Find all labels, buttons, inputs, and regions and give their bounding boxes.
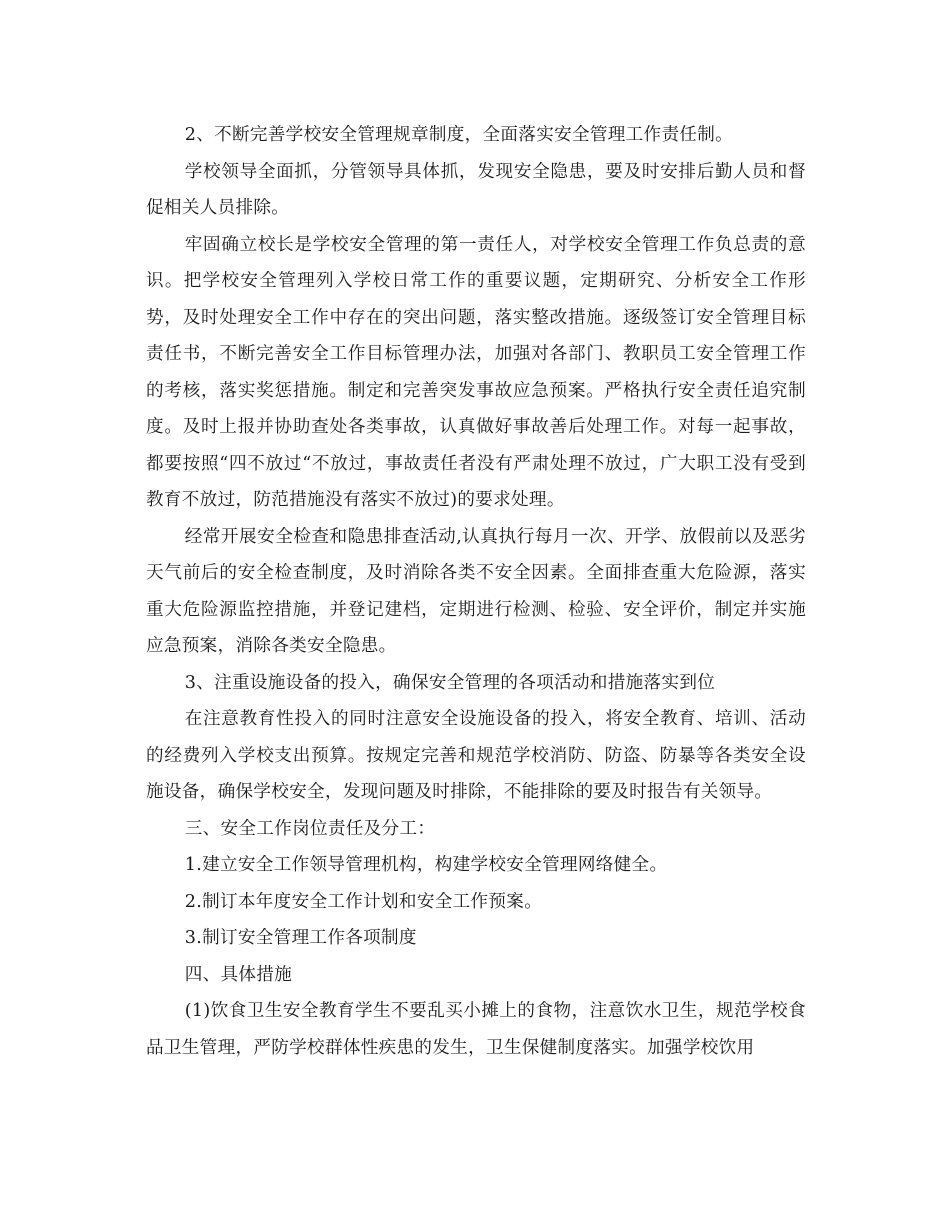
heading-section-three: 三、安全工作岗位责任及分工： bbox=[184, 818, 436, 839]
list-item-3: 3.制订安全管理工作各项制度 bbox=[184, 928, 417, 948]
paragraph-section-2-heading: 2、不断完善学校安全管理规章制度，全面落实安全管理工作责任制。 bbox=[184, 125, 734, 145]
list-item-1: 1.建立安全工作领导管理机构，构建学校安全管理网络健全。 bbox=[184, 855, 668, 875]
paragraph-equipment-investment: 在注意教育性投入的同时注意安全设施设备的投入，将安全教育、培训、活动的经费列入学校支出预算。按规定完善和规范学校消防、防盗、防暴等各类安全设施设备，确保学校安全，发现问题及时排除，不能排除的要及时报告有关领导。 bbox=[146, 709, 806, 802]
list-item-2: 2.制订本年度安全工作计划和安全工作预案。 bbox=[184, 891, 543, 912]
heading-section-four: 四、具体措施 bbox=[184, 964, 293, 985]
paragraph-food-safety: (1)饮食卫生安全教育学生不要乱买小摊上的食物，注意饮水卫生，规范学校食品卫生管理，严防学校群体性疾患的发生，卫生保健制度落实。加强学校饮用 bbox=[146, 1001, 806, 1058]
paragraph-leadership: 学校领导全面抓，分管领导具体抓，发现安全隐患，要及时安排后勤人员和督促相关人员排除。 bbox=[146, 161, 806, 218]
document-body bbox=[146, 117, 806, 1066]
paragraph-section-3-heading: 3、注重设施设备的投入，确保安全管理的各项活动和措施落实到位 bbox=[184, 672, 716, 693]
paragraph-safety-inspection: 经常开展安全检查和隐患排查活动,认真执行每月一次、开学、放假前以及恶劣天气前后的安全检查制度，及时消除各类不安全因素。全面排查重大危险源，落实重大危险源监控措施，并登记建档，定期进行检测、检验、安全评价，制定并实施应急预案，消除各类安全隐患。 bbox=[146, 526, 806, 656]
paragraph-principal-responsibility: 牢固确立校长是学校安全管理的第一责任人，对学校安全管理工作负总责的意识。把学校安全管理列入学校日常工作的重要议题，定期研究、分析安全工作形势，及时处理安全工作中存在的突出问题，落实整改措施。逐级签订安全管理目标责任书，不断完善安全工作目标管理办法，加强对各部门、教职员工安全管理工作的考核，落实奖惩措施。制定和完善突发事故应急预案。严格执行安全责任追究制度。及时上报并协助查处各类事故，认真做好事故善后处理工作。对每一起事故，都要按照“四不放过“不放过，事故责任者没有严肃处理不放过，广大职工没有受到教育不放过，防范措施没有落实不放过)的要求处理。 bbox=[146, 234, 806, 510]
